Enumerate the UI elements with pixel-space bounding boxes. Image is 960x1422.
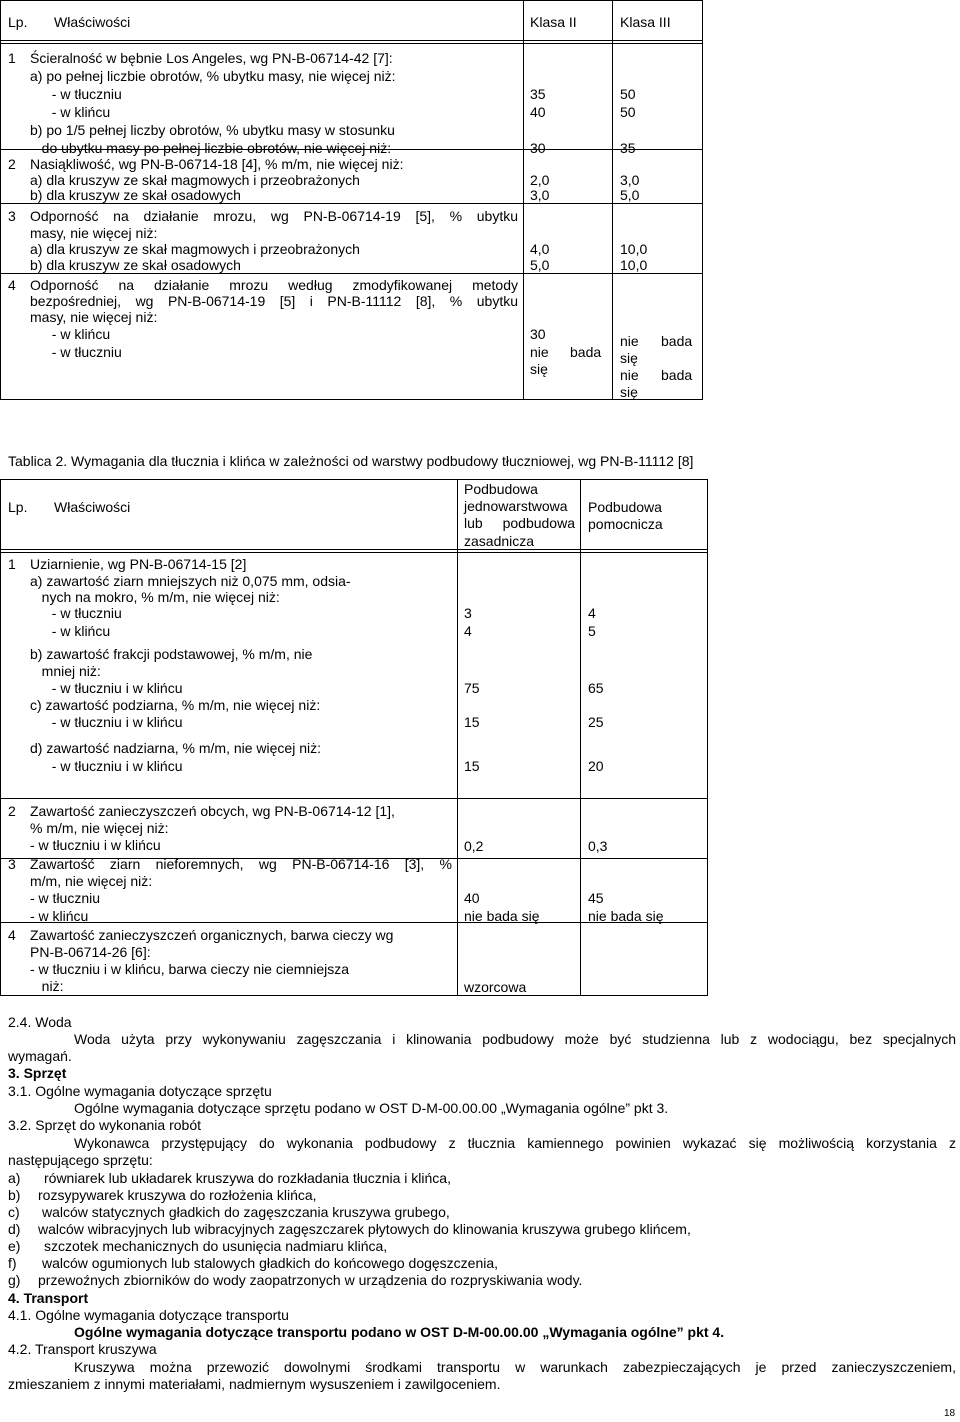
list-item: walców statycznych gładkich do zagęszczania kruszywa grubego, bbox=[42, 1204, 450, 1220]
paragraph: Woda użyta przy wykonywaniu zagęszczania i klinowania podbudowy może być studzienna lub z wodociągu, bez specjalnych bbox=[74, 1031, 956, 1047]
cell-value: 45 bbox=[588, 890, 604, 906]
cell-value: nie bbox=[620, 367, 639, 383]
header-main-base: jednowarstwowa bbox=[464, 498, 568, 514]
list-item: przewoźnych zbiorników do wody zaopatrzonych w urządzenia do rozpryskiwania wody. bbox=[38, 1272, 583, 1288]
header-lp: Lp. bbox=[8, 499, 28, 515]
paragraph: Kruszywa można przewozić dowolnymi środkami transportu w warunkach zabezpieczających je przed zanieczyszczeniem, bbox=[74, 1359, 956, 1375]
cell-value: bada bbox=[570, 344, 602, 360]
page-number: 18 bbox=[944, 1408, 956, 1419]
list-item: walców wibracyjnych lub wibracyjnych zagęszczarek płytowych do klinowania kruszywa grubego klińcem, bbox=[38, 1221, 691, 1237]
row-text: masy, nie więcej niż: bbox=[30, 309, 158, 325]
row-text: Zawartość zanieczyszczeń obcych, wg PN-B-06714-12 [1], bbox=[30, 803, 395, 819]
row-text: Zawartość ziarn nieforemnych, wg PN-B-06714-16 [3], % bbox=[30, 856, 452, 872]
row-text: d) zawartość nadziarna, % m/m, nie więcej niż: bbox=[30, 740, 321, 756]
cell-value: nie bbox=[530, 344, 549, 360]
row-text: - w tłuczniu i w klińcu bbox=[44, 758, 183, 774]
row-number: 1 bbox=[8, 50, 16, 66]
cell-value: się bbox=[620, 350, 638, 366]
list-item: walców ogumionych lub stalowych gładkich do końcowego dogęszczenia, bbox=[42, 1255, 499, 1271]
paragraph: Wykonawca przystępujący do wykonania podbudowy z tłucznia kamiennego powinien wykazać się możliwością korzystania z bbox=[74, 1135, 956, 1151]
cell-value: 40 bbox=[464, 890, 480, 906]
row-number: 1 bbox=[8, 556, 16, 572]
row-number: 4 bbox=[8, 927, 16, 943]
header-auxiliary-base: Podbudowa bbox=[588, 499, 662, 515]
row-text: c) zawartość podziarna, % m/m, nie więcej niż: bbox=[30, 697, 321, 713]
paragraph: zmieszaniem z innymi materiałami, nadmiernym wysuszeniem i zawilgoceniem. bbox=[8, 1376, 501, 1392]
row-text: bezpośredniej, wg PN-B-06714-19 [5] i PN-B-11112 [8], % ubytku bbox=[30, 293, 518, 309]
cell-value: 5,0 bbox=[530, 257, 550, 273]
cell-value: nie bbox=[620, 333, 639, 349]
cell-value: 65 bbox=[588, 680, 604, 696]
row-text: % m/m, nie więcej niż: bbox=[30, 820, 169, 836]
cell-value: 0,2 bbox=[464, 838, 484, 854]
row-text: - w tłuczniu bbox=[44, 86, 122, 102]
header-main-base: zasadnicza bbox=[464, 533, 535, 549]
cell-value: 3,0 bbox=[620, 172, 640, 188]
table-2-caption: Tablica 2. Wymagania dla tłucznia i klińca w zależności od warstwy podbudowy tłuczniowej, wg PN-B-11112 [8] bbox=[8, 453, 694, 469]
row-text: a) po pełnej liczbie obrotów, % ubytku masy, nie więcej niż: bbox=[30, 68, 396, 84]
cell-value: się bbox=[530, 361, 548, 377]
cell-value: 3 bbox=[464, 605, 472, 621]
section-heading: 3.2. Sprzęt do wykonania robót bbox=[8, 1117, 202, 1133]
cell-value: 4 bbox=[588, 605, 596, 621]
list-marker: b) bbox=[8, 1187, 21, 1203]
cell-value: 4,0 bbox=[530, 241, 550, 257]
row-text: masy, nie więcej niż: bbox=[30, 225, 158, 241]
row-number: 3 bbox=[8, 856, 16, 872]
cell-value: 30 bbox=[530, 140, 546, 156]
cell-value: 10,0 bbox=[620, 257, 648, 273]
row-text: b) po 1/5 pełnej liczby obrotów, % ubytku masy w stosunku bbox=[30, 122, 395, 138]
row-text: - w tłuczniu bbox=[44, 344, 122, 360]
cell-value: 35 bbox=[530, 86, 546, 102]
cell-value: 75 bbox=[464, 680, 480, 696]
cell-value: 20 bbox=[588, 758, 604, 774]
row-number: 3 bbox=[8, 208, 16, 224]
cell-value: 25 bbox=[588, 714, 604, 730]
cell-value: 4 bbox=[464, 623, 472, 639]
row-text: b) zawartość frakcji podstawowej, % m/m, nie bbox=[30, 646, 313, 662]
row-text: Uziarnienie, wg PN-B-06714-15 [2] bbox=[30, 556, 247, 572]
cell-value: 50 bbox=[620, 104, 636, 120]
row-text: m/m, nie więcej niż: bbox=[30, 873, 153, 889]
row-text: mniej niż: bbox=[30, 663, 101, 679]
cell-value: bada bbox=[661, 367, 693, 383]
header-class-3: Klasa III bbox=[620, 14, 671, 30]
row-text: a) dla kruszyw ze skał magmowych i przeobrażonych bbox=[30, 241, 360, 257]
row-text: b) dla kruszyw ze skał osadowych bbox=[30, 257, 241, 273]
row-text: do ubytku masy po pełnej liczbie obrotów, nie więcej niż: bbox=[30, 140, 392, 156]
cell-value: 50 bbox=[620, 86, 636, 102]
row-text: b) dla kruszyw ze skał osadowych bbox=[30, 187, 241, 203]
cell-value: 2,0 bbox=[530, 172, 550, 188]
list-marker: e) bbox=[8, 1238, 21, 1254]
list-marker: a) bbox=[8, 1170, 21, 1186]
row-text: Odporność na działanie mrozu, wg PN-B-06714-19 [5], % ubytku bbox=[30, 208, 518, 224]
row-text: - w tłuczniu i w klińcu bbox=[44, 714, 183, 730]
cell-value: 15 bbox=[464, 714, 480, 730]
row-number: 2 bbox=[8, 803, 16, 819]
row-text: - w klińcu bbox=[44, 326, 111, 342]
paragraph: Ogólne wymagania dotyczące sprzętu podano w OST D-M-00.00.00 „Wymagania ogólne” pkt 3. bbox=[74, 1100, 669, 1116]
section-heading: 3. Sprzęt bbox=[8, 1065, 67, 1081]
section-heading: 3.1. Ogólne wymagania dotyczące sprzętu bbox=[8, 1083, 272, 1099]
paragraph: następującego sprzętu: bbox=[8, 1152, 153, 1168]
cell-value: 10,0 bbox=[620, 241, 648, 257]
cell-value: nie bada się bbox=[464, 908, 540, 924]
cell-value: 35 bbox=[620, 140, 636, 156]
section-heading: 4.1. Ogólne wymagania dotyczące transportu bbox=[8, 1307, 289, 1323]
list-marker: d) bbox=[8, 1221, 21, 1237]
row-number: 4 bbox=[8, 277, 16, 293]
cell-value: 40 bbox=[530, 104, 546, 120]
section-heading: 4. Transport bbox=[8, 1290, 89, 1306]
row-text: - w klińcu bbox=[44, 104, 111, 120]
row-text: a) dla kruszyw ze skał magmowych i przeobrażonych bbox=[30, 172, 360, 188]
list-item: rozsypywarek kruszywa do rozłożenia klińca, bbox=[38, 1187, 317, 1203]
header-properties: Właściwości bbox=[54, 499, 131, 515]
header-main-base: lub podbudowa bbox=[464, 515, 575, 531]
row-text: - w klińcu bbox=[44, 623, 111, 639]
list-marker: f) bbox=[8, 1255, 17, 1271]
list-item: równiarek lub układarek kruszywa do rozkładania tłucznia i klińca, bbox=[44, 1170, 451, 1186]
header-main-base: Podbudowa bbox=[464, 481, 538, 497]
cell-value: się bbox=[620, 384, 638, 400]
section-heading: 2.4. Woda bbox=[8, 1014, 72, 1030]
row-text: Odporność na działanie mrozu według zmodyfikowanej metody bbox=[30, 277, 518, 293]
cell-value: 5 bbox=[588, 623, 596, 639]
list-marker: g) bbox=[8, 1272, 21, 1288]
row-text: Zawartość zanieczyszczeń organicznych, barwa cieczy wg bbox=[30, 927, 394, 943]
header-class-2: Klasa II bbox=[530, 14, 577, 30]
header-lp: Lp. bbox=[8, 14, 28, 30]
cell-value: 15 bbox=[464, 758, 480, 774]
header-auxiliary-base: pomocnicza bbox=[588, 516, 663, 532]
cell-value: 3,0 bbox=[530, 187, 550, 203]
paragraph: wymagań. bbox=[8, 1048, 72, 1064]
row-text: - w tłuczniu i w klińcu, barwa cieczy nie ciemniejsza bbox=[30, 961, 349, 977]
row-text: - w tłuczniu bbox=[30, 890, 101, 906]
cell-value: bada bbox=[661, 333, 693, 349]
row-number: 2 bbox=[8, 156, 16, 172]
row-text: niż: bbox=[30, 978, 64, 994]
cell-value: 30 bbox=[530, 326, 546, 342]
row-text: - w tłuczniu i w klińcu bbox=[30, 837, 161, 853]
row-text: PN-B-06714-26 [6]: bbox=[30, 944, 151, 960]
row-text: - w tłuczniu i w klińcu bbox=[44, 680, 183, 696]
list-item: szczotek mechanicznych do usunięcia nadmiaru klińca, bbox=[44, 1238, 388, 1254]
cell-value: nie bada się bbox=[588, 908, 664, 924]
row-text: Ścieralność w bębnie Los Angeles, wg PN-B-06714-42 [7]: bbox=[30, 50, 393, 66]
cell-value: 5,0 bbox=[620, 187, 640, 203]
row-text: a) zawartość ziarn mniejszych niż 0,075 mm, odsia- bbox=[30, 573, 351, 589]
row-text: Nasiąkliwość, wg PN-B-06714-18 [4], % m/m, nie więcej niż: bbox=[30, 156, 404, 172]
section-heading: 4.2. Transport kruszywa bbox=[8, 1341, 157, 1357]
cell-value: wzorcowa bbox=[464, 979, 527, 995]
paragraph: Ogólne wymagania dotyczące transportu podano w OST D-M-00.00.00 „Wymagania ogólne” pkt 4. bbox=[74, 1324, 725, 1340]
row-text: - w tłuczniu bbox=[44, 605, 122, 621]
cell-value: 0,3 bbox=[588, 838, 608, 854]
row-text: - w klińcu bbox=[30, 908, 89, 924]
header-properties: Właściwości bbox=[54, 14, 131, 30]
row-text: nych na mokro, % m/m, nie więcej niż: bbox=[30, 589, 280, 605]
list-marker: c) bbox=[8, 1204, 20, 1220]
